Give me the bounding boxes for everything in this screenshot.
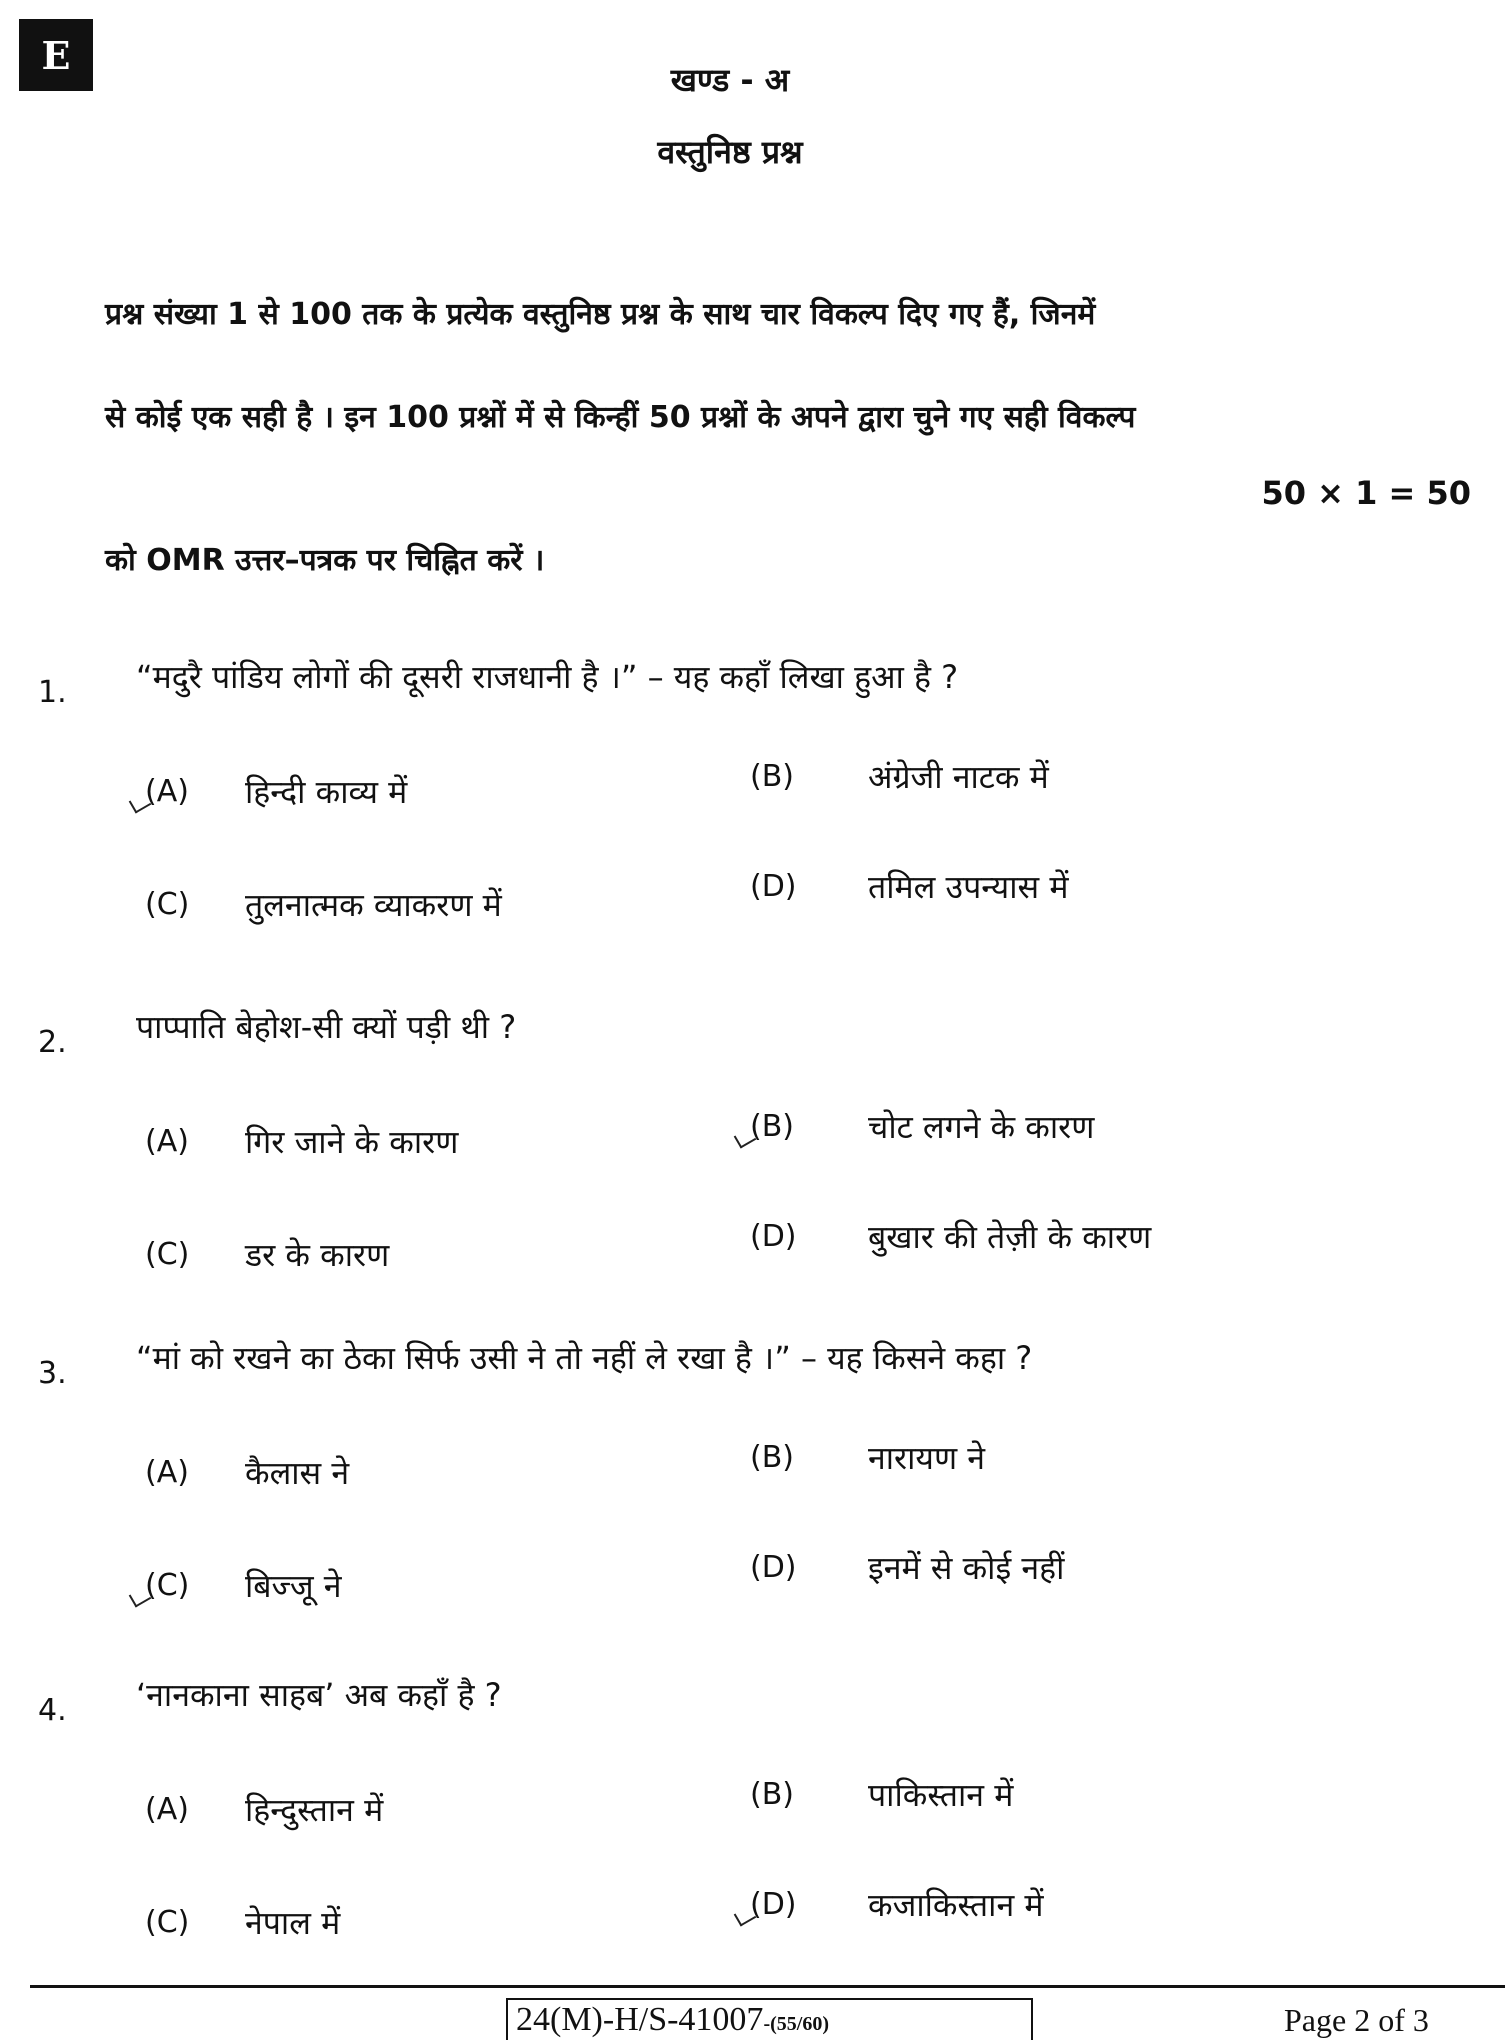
option-text: बिज्जू ने bbox=[245, 1567, 342, 1605]
footer-divider bbox=[30, 1985, 1505, 1988]
option-label: (B) bbox=[750, 1440, 794, 1475]
option-label: (C) bbox=[145, 1568, 190, 1603]
option-text: डर के कारण bbox=[245, 1236, 390, 1274]
set-badge: E bbox=[19, 19, 93, 91]
question-text: पाप्पाति बेहोश-सी क्यों पड़ी थी ? bbox=[136, 1008, 517, 1046]
option-text: नारायण ने bbox=[868, 1439, 986, 1477]
question-number: 1. bbox=[38, 675, 67, 710]
option-label: (D) bbox=[750, 1887, 797, 1922]
option-text: चोट लगने के कारण bbox=[868, 1108, 1095, 1146]
option-text: अंग्रेजी नाटक में bbox=[868, 758, 1049, 796]
option-label: (A) bbox=[145, 1124, 189, 1159]
option-text: गिर जाने के कारण bbox=[245, 1123, 459, 1161]
paper-code-text: 24(M)-H/S-41007 bbox=[516, 2001, 764, 2038]
instruction-line-1: प्रश्न संख्या 1 से 100 तक के प्रत्येक वस्तुनिष्ठ प्रश्न के साथ चार विकल्प दिए गए हैं, जिनमें bbox=[105, 297, 1096, 332]
option-text: इनमें से कोई नहीं bbox=[868, 1549, 1065, 1587]
option-label: (B) bbox=[750, 1109, 794, 1144]
question-number: 4. bbox=[38, 1693, 67, 1728]
option-text: पाकिस्तान में bbox=[868, 1776, 1014, 1814]
option-text: बुखार की तेज़ी के कारण bbox=[868, 1218, 1152, 1256]
option-text: हिन्दुस्तान में bbox=[245, 1791, 384, 1829]
option-label: (D) bbox=[750, 1219, 797, 1254]
question-text: “मदुरै पांडिय लोगों की दूसरी राजधानी है ।” – यह कहाँ लिखा हुआ है ? bbox=[136, 658, 959, 696]
option-text: हिन्दी काव्य में bbox=[245, 773, 408, 811]
option-text: तमिल उपन्यास में bbox=[868, 868, 1069, 906]
option-label: (D) bbox=[750, 1550, 797, 1585]
option-label: (C) bbox=[145, 887, 190, 922]
option-label: (C) bbox=[145, 1905, 190, 1940]
marks-allocation: 50 × 1 = 50 bbox=[1261, 474, 1471, 512]
option-label: (D) bbox=[750, 869, 797, 904]
option-label: (C) bbox=[145, 1237, 190, 1272]
option-text: नेपाल में bbox=[245, 1904, 341, 1942]
question-number: 3. bbox=[38, 1356, 67, 1391]
question-number: 2. bbox=[38, 1025, 67, 1060]
option-text: कजाकिस्तान में bbox=[868, 1886, 1044, 1924]
question-text: “मां को रखने का ठेका सिर्फ उसी ने तो नहीं ले रखा है ।” – यह किसने कहा ? bbox=[136, 1339, 1033, 1377]
instruction-line-3: को OMR उत्तर–पत्रक पर चिह्नित करें । bbox=[105, 543, 545, 578]
option-text: तुलनात्मक व्याकरण में bbox=[245, 886, 502, 924]
section-title: खण्ड - अ bbox=[670, 61, 790, 99]
option-label: (A) bbox=[145, 1792, 189, 1827]
question-text: ‘नानकाना साहब’ अब कहाँ है ? bbox=[136, 1676, 502, 1714]
section-subtitle: वस्तुनिष्ठ प्रश्न bbox=[657, 133, 803, 171]
option-label: (B) bbox=[750, 759, 794, 794]
option-label: (A) bbox=[145, 774, 189, 809]
page-number: Page 2 of 3 bbox=[1284, 2002, 1429, 2038]
paper-code-suffix: -(55/60) bbox=[763, 2013, 829, 2035]
option-label: (A) bbox=[145, 1455, 189, 1490]
option-text: कैलास ने bbox=[245, 1454, 350, 1492]
option-label: (B) bbox=[750, 1777, 794, 1812]
instruction-line-2: से कोई एक सही है । इन 100 प्रश्नों में से किन्हीं 50 प्रश्नों के अपने द्वारा चुने गए सही विकल्प bbox=[105, 400, 1136, 435]
